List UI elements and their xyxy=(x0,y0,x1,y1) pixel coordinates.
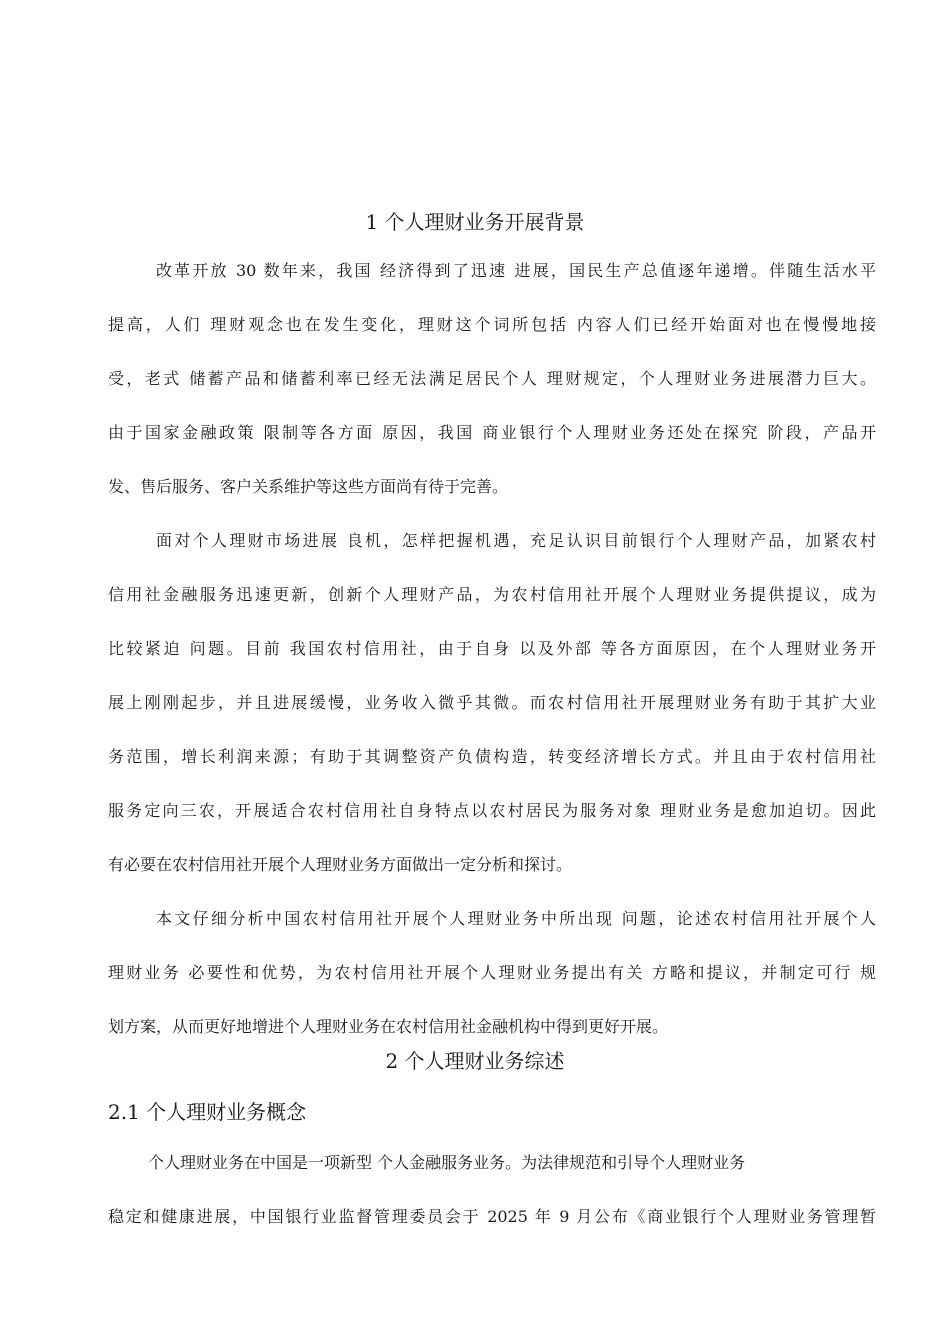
paragraph-line: 面对个人理财市场进展 良机，怎样把握机遇，充足认识目前银行个人理财产品，加紧农村 xyxy=(156,531,876,550)
paragraph-line: 由于国家金融政策 限制等各方面 原因，我国 商业银行个人理财业务还处在探究 阶段，产品开 xyxy=(108,423,876,442)
paragraph-line: 信用社金融服务迅速更新，创新个人理财产品，为农村信用社开展个人理财业务提供提议，成为 xyxy=(108,585,876,604)
paragraph-line: 理财业务 必要性和优势，为农村信用社开展个人理财业务提出有关 方略和提议，并制定可行 规 xyxy=(108,963,876,982)
paragraph-line: 改革开放 30 数年来，我国 经济得到了迅速 进展，国民生产总值逐年递增。伴随生活水平 xyxy=(156,261,876,280)
paragraph-line: 提高，人们 理财观念也在发生变化，理财这个词所包括 内容人们已经开始面对也在慢慢地接 xyxy=(108,315,876,334)
paragraph-line: 服务定向三农，开展适合农村信用社自身特点以农村居民为服务对象 理财业务是愈加迫切。因此 xyxy=(108,801,876,820)
paragraph-line: 划方案，从而更好地增进个人理财业务在农村信用社金融机构中得到更好开展。 xyxy=(108,1017,669,1036)
section-2-title: 2 个人理财业务综述 xyxy=(385,1049,565,1073)
paragraph-line: 受，老式 储蓄产品和储蓄利率已经无法满足居民个人 理财规定，个人理财业务进展潜力巨大。 xyxy=(108,369,876,388)
paragraph-line: 有必要在农村信用社开展个人理财业务方面做出一定分析和探讨。 xyxy=(108,855,573,874)
paragraph-line: 展上刚刚起步，并且进展缓慢，业务收入微乎其微。而农村信用社开展理财业务有助于其扩大业 xyxy=(108,693,876,712)
paragraph-line: 发、售后服务、客户关系维护等这些方面尚有待于完善。 xyxy=(108,477,509,496)
paragraph-line: 务范围，增长利润来源；有助于其调整资产负债构造，转变经济增长方式。并且由于农村信用社 xyxy=(108,747,876,766)
paragraph-line: 个人理财业务在中国是一项新型 个人金融服务业务。为法律规范和引导个人理财业务 xyxy=(148,1153,746,1172)
paragraph-line: 稳定和健康进展，中国银行业监督管理委员会于 2025 年 9 月公布《商业银行个人理财业务管理暂 xyxy=(108,1207,876,1226)
paragraph-line: 比较紧迫 问题。目前 我国农村信用社，由于自身 以及外部 等各方面原因，在个人理财业务开 xyxy=(108,639,876,658)
subsection-2-1-title: 2.1 个人理财业务概念 xyxy=(108,1100,307,1124)
section-1-title: 1 个人理财业务开展背景 xyxy=(365,210,585,234)
paragraph-line: 本文仔细分析中国农村信用社开展个人理财业务中所出现 问题，论述农村信用社开展个人 xyxy=(156,909,876,928)
